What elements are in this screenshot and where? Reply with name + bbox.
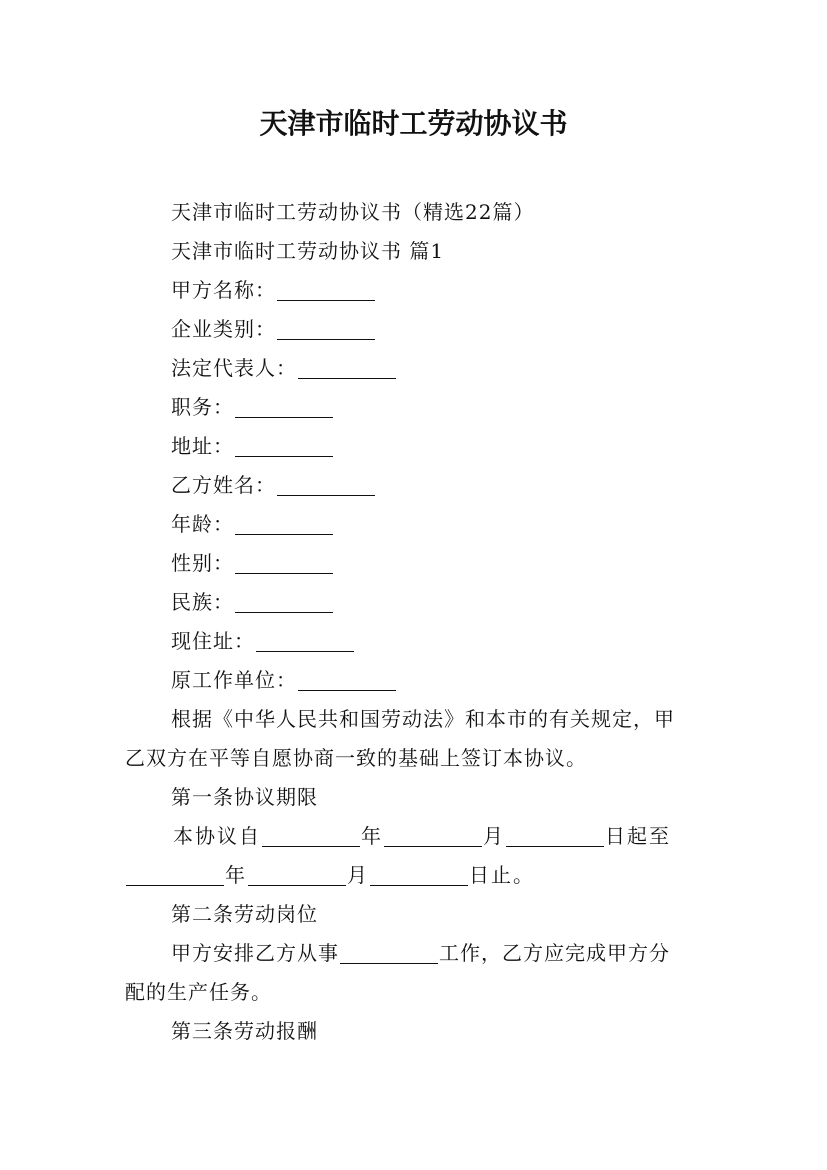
field-label: 企业类别： <box>171 317 276 341</box>
fill-blank <box>235 553 333 574</box>
fill-blank <box>235 436 333 457</box>
article-2-heading: 第二条劳动岗位 <box>171 902 318 926</box>
section-heading: 天津市临时工劳动协议书 篇1 <box>171 239 445 263</box>
article-1-text-line-1 <box>125 817 703 856</box>
field-label: 乙方姓名： <box>171 473 276 497</box>
field-legal-rep <box>125 349 703 388</box>
field-ethnicity <box>125 583 703 622</box>
fill-blank <box>277 280 375 301</box>
article-2-line-2: 配的生产任务。 <box>125 980 272 1004</box>
article-3-heading: 第三条劳动报酬 <box>171 1019 318 1043</box>
field-position <box>125 388 703 427</box>
text-fragment: 甲方安排乙方从事 <box>171 941 339 965</box>
field-label: 职务： <box>171 395 234 419</box>
text-fragment: 工作，乙方应完成甲方分 <box>439 941 670 965</box>
field-current-address <box>125 622 703 661</box>
fill-blank <box>262 826 360 847</box>
fill-blank <box>256 631 354 652</box>
text-fragment: 日起至 <box>605 824 671 848</box>
article-2-line-1 <box>125 934 703 973</box>
fill-blank <box>126 865 224 886</box>
article-1-text-line-2 <box>125 856 703 895</box>
field-label: 甲方名称： <box>171 278 276 302</box>
text-fragment: 日止。 <box>469 863 535 887</box>
fill-blank <box>298 670 396 691</box>
fill-blank <box>235 514 333 535</box>
fill-blank <box>248 865 346 886</box>
field-enterprise-type <box>125 310 703 349</box>
intro-line-2: 乙双方在平等自愿协商一致的基础上签订本协议。 <box>125 746 587 770</box>
fill-blank <box>298 358 396 379</box>
fill-blank <box>277 475 375 496</box>
field-address <box>125 427 703 466</box>
fill-blank <box>340 943 438 964</box>
text-fragment: 年 <box>361 824 383 848</box>
field-label: 现住址： <box>171 629 255 653</box>
fill-blank <box>384 826 482 847</box>
text-fragment: 本协议自 <box>173 824 261 848</box>
text-fragment: 月 <box>347 863 369 887</box>
intro-line-1: 根据《中华人民共和国劳动法》和本市的有关规定，甲 <box>171 707 675 731</box>
fill-blank <box>235 397 333 418</box>
fill-blank <box>370 865 468 886</box>
field-label: 地址： <box>171 434 234 458</box>
article-1-heading: 第一条协议期限 <box>171 785 318 809</box>
field-party-b-name <box>125 466 703 505</box>
field-gender <box>125 544 703 583</box>
text-fragment: 年 <box>225 863 247 887</box>
text-fragment: 月 <box>483 824 505 848</box>
field-party-a-name <box>125 271 703 310</box>
field-label: 原工作单位： <box>171 668 297 692</box>
field-label: 法定代表人： <box>171 356 297 380</box>
field-age <box>125 505 703 544</box>
document-body <box>125 193 703 1051</box>
field-label: 年龄： <box>171 512 234 536</box>
document-subtitle: 天津市临时工劳动协议书（精选22篇） <box>171 200 535 224</box>
field-previous-employer <box>125 661 703 700</box>
fill-blank <box>506 826 604 847</box>
document-title: 天津市临时工劳动协议书 <box>259 107 568 140</box>
fill-blank <box>235 592 333 613</box>
fill-blank <box>277 319 375 340</box>
field-label: 民族： <box>171 590 234 614</box>
field-label: 性别： <box>171 551 234 575</box>
